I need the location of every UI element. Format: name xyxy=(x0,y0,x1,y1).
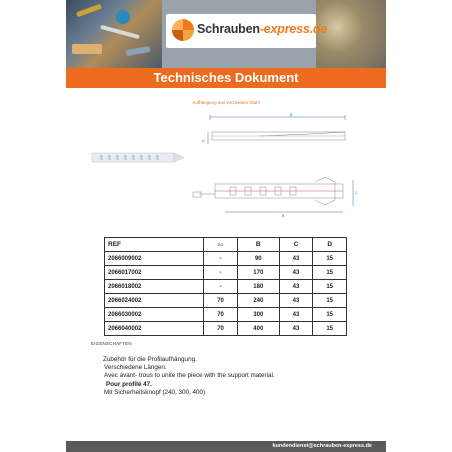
column-header-c: C xyxy=(279,238,313,252)
table-header-row xyxy=(105,238,347,252)
title-band xyxy=(66,68,386,88)
cell-d: 15 xyxy=(313,322,347,336)
cell-ref: 2066040002 xyxy=(105,322,204,336)
cell-b: 400 xyxy=(237,322,279,336)
cell-zg: 70 xyxy=(204,308,238,322)
product-subtitle: Aufhängung aus verzinktem Stahl xyxy=(192,100,260,105)
table-row xyxy=(105,266,347,280)
cell-d: 15 xyxy=(313,308,347,322)
cell-zg: - xyxy=(204,280,238,294)
svg-text:B: B xyxy=(282,214,285,218)
table-row xyxy=(105,294,347,308)
column-header-d: D xyxy=(313,238,347,252)
description-line: Avec avant- trous to unite the piece with the support material. xyxy=(104,372,275,380)
cell-c: 43 xyxy=(279,322,313,336)
cell-d: 15 xyxy=(313,280,347,294)
cell-d: 15 xyxy=(313,294,347,308)
table-row xyxy=(105,308,347,322)
spec-table xyxy=(104,237,347,336)
cell-d: 15 xyxy=(313,266,347,280)
description-line: Zubehör für die Profilaufhängung. xyxy=(103,356,197,363)
cell-c: 43 xyxy=(279,308,313,322)
cell-d: 15 xyxy=(313,252,347,266)
footer-email-link[interactable]: kundendienst@schrauben-express.de xyxy=(272,443,372,449)
cell-zg: - xyxy=(204,266,238,280)
description-line: Verschiedene Längen. xyxy=(104,364,167,372)
cell-c: 43 xyxy=(279,252,313,266)
description xyxy=(103,356,275,397)
logo[interactable] xyxy=(197,22,327,36)
svg-text:B: B xyxy=(290,113,293,117)
cell-zg: 70 xyxy=(204,322,238,336)
column-header-b: B xyxy=(237,238,279,252)
cell-b: 240 xyxy=(237,294,279,308)
cell-b: 170 xyxy=(237,266,279,280)
table-row xyxy=(105,322,347,336)
logo-accent: -express.de xyxy=(259,22,328,36)
drawing-top-view xyxy=(185,172,360,220)
cell-ref: 2066009002 xyxy=(105,252,204,266)
cell-zg: 70 xyxy=(204,294,238,308)
description-line: Pour profilé 47. xyxy=(106,380,152,388)
cell-c: 43 xyxy=(279,294,313,308)
column-header-zg: ZG xyxy=(204,238,238,252)
cell-b: 180 xyxy=(237,280,279,294)
logo-main: Schrauben xyxy=(197,22,260,36)
cell-b: 90 xyxy=(237,252,279,266)
cell-b: 300 xyxy=(237,308,279,322)
svg-text:D: D xyxy=(202,139,205,143)
description-line: Mit Sicherheitsknopf (240, 300, 400) xyxy=(104,388,206,396)
drawing-product-photo xyxy=(90,150,186,166)
drawing-side-view xyxy=(200,112,350,148)
cell-ref: 2066018002 xyxy=(105,280,204,294)
header-photo-tools xyxy=(66,0,162,68)
cell-ref: 2066030002 xyxy=(105,308,204,322)
column-header-ref: REF xyxy=(105,238,204,252)
logo-icon xyxy=(172,19,194,41)
svg-text:C: C xyxy=(355,191,358,195)
cell-ref: 2066024002 xyxy=(105,294,204,308)
cell-c: 43 xyxy=(279,280,313,294)
header-banner xyxy=(66,0,386,68)
table-row xyxy=(105,280,347,294)
table-row xyxy=(105,252,347,266)
cell-zg: - xyxy=(204,252,238,266)
page-title: Technisches Dokument xyxy=(153,70,299,85)
cell-c: 43 xyxy=(279,266,313,280)
footer-bar xyxy=(66,441,386,452)
section-label-properties: EIGENSCHAFTEN xyxy=(91,341,132,346)
cell-ref: 2066017002 xyxy=(105,266,204,280)
